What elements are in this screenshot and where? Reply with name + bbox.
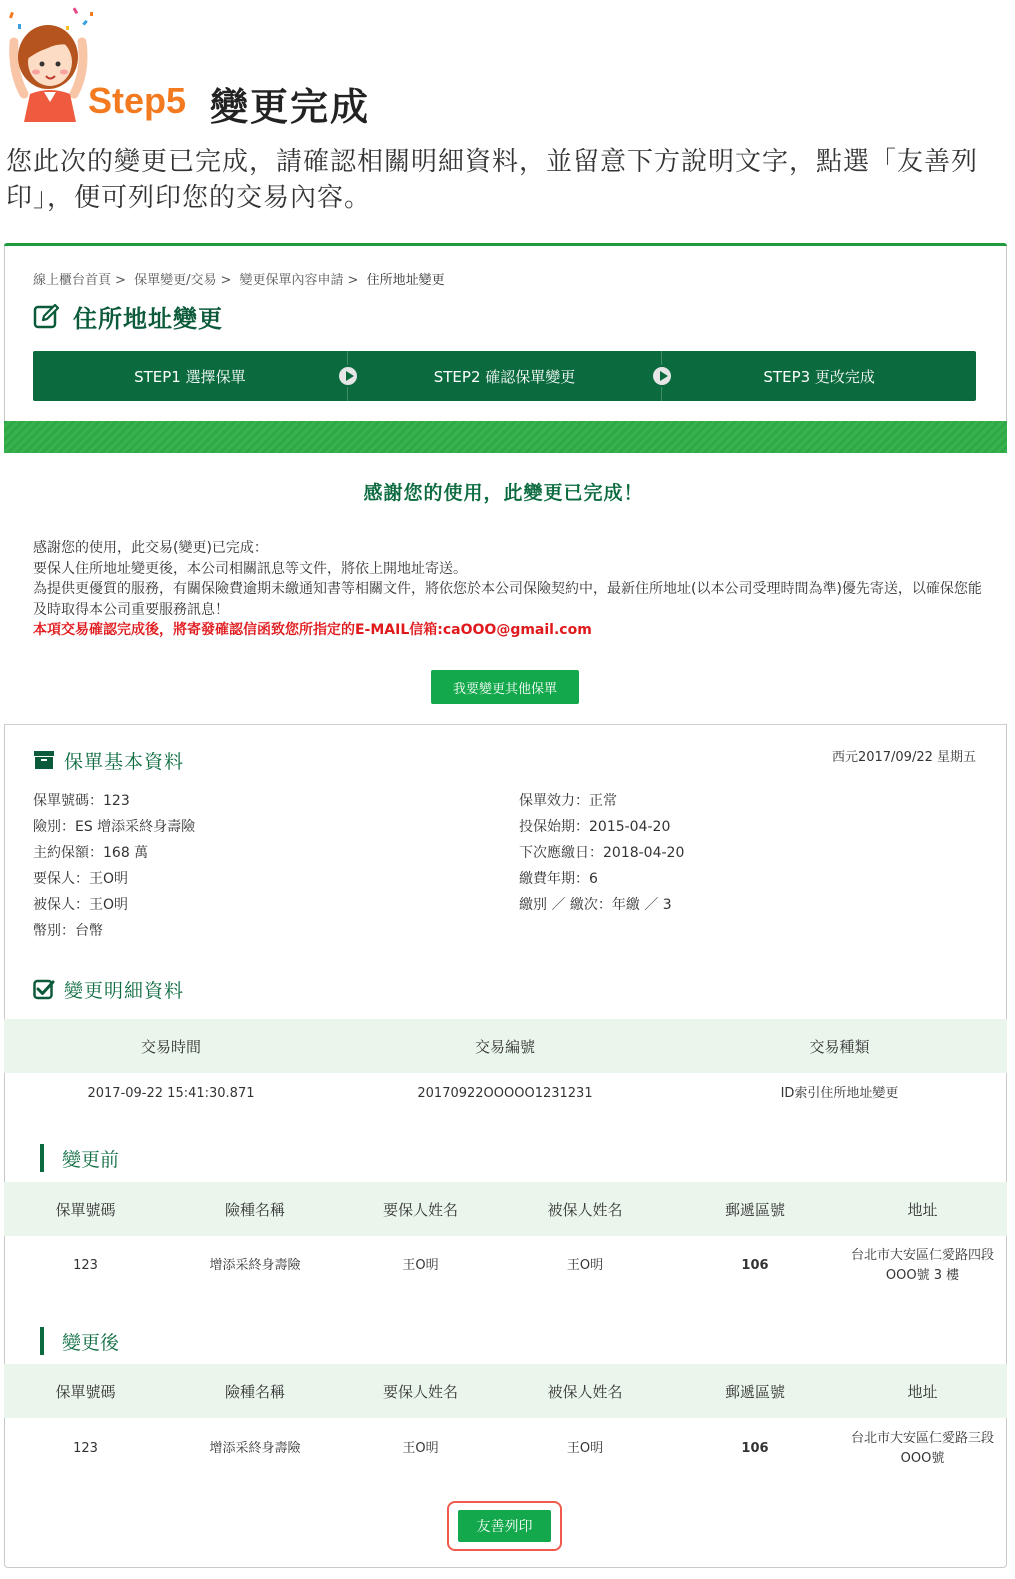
insured-name-cell: 王O明 — [566, 1441, 604, 1456]
insurance-name-cell: 增添采終身壽險 — [209, 1441, 301, 1456]
before-table — [4, 1182, 1007, 1296]
address-line: OOO號 3 樓 — [885, 1268, 960, 1283]
tutorial-header — [0, 0, 1015, 240]
column-header: 保單號碼 — [55, 1200, 116, 1219]
column-header: 被保人姓名 — [547, 1200, 623, 1219]
table-header — [4, 1364, 1007, 1418]
address-cell — [838, 1429, 1007, 1469]
policy-holder: 要保人：王O明 — [33, 871, 129, 887]
policy-number-cell: 123 — [73, 1441, 98, 1456]
step-label: Step5 — [88, 80, 187, 121]
frame-top-accent — [4, 243, 1007, 246]
breadcrumb-policy-content-link[interactable]: 變更保單內容申請 — [239, 273, 344, 288]
breadcrumb-separator: > — [115, 273, 126, 288]
payment-years: 繳費年期：6 — [519, 871, 598, 887]
column-header: 被保人姓名 — [547, 1382, 623, 1401]
column-header: 交易時間 — [140, 1037, 201, 1056]
policy-number-cell: 123 — [73, 1258, 98, 1273]
before-section-title — [40, 1144, 119, 1172]
edit-icon — [33, 302, 61, 330]
column-header: 險種名稱 — [224, 1382, 285, 1401]
insurance-name-cell: 增添采終身壽險 — [209, 1258, 301, 1273]
step-1: STEP1 選擇保單 — [134, 367, 246, 386]
completion-line: 為提供更優質的服務，有關保險費逾期未繳通知書等相關文件，將依您於本公司保險契約中，最新住所地址(以本公司受理時間為準)優先寄送，以確保您能及時取得本公司重要服務訊息！ — [33, 581, 982, 618]
email-notice: 本項交易確認完成後，將寄發確認信函致您所指定的E-MAIL信箱:caOOO@gmail.com — [33, 622, 592, 638]
table-header — [4, 1019, 1007, 1073]
table-row — [4, 1073, 1007, 1115]
transaction-type: ID索引住所地址變更 — [780, 1086, 899, 1101]
policy-info-left — [33, 788, 195, 944]
after-table — [4, 1364, 1007, 1480]
after-section-title-text: 變更後 — [62, 1331, 120, 1354]
section-bar — [40, 1144, 44, 1172]
transaction-table — [4, 1019, 1007, 1115]
address-line: 台北市大安區仁愛路四段 — [850, 1248, 994, 1263]
column-header: 地址 — [907, 1382, 938, 1401]
step-3: STEP3 更改完成 — [661, 351, 976, 401]
holder-name-cell: 王O明 — [402, 1258, 439, 1273]
before-section-title-text: 變更前 — [62, 1148, 120, 1171]
detail-section-title — [33, 975, 184, 1003]
column-header: 郵遞區號 — [724, 1200, 785, 1219]
postal-code-cell: 106 — [741, 1441, 769, 1456]
current-date: 西元2017/09/22 星期五 — [831, 750, 976, 765]
step-arrow-icon — [651, 365, 673, 387]
mascot-illustration — [4, 2, 94, 122]
column-header: 保單號碼 — [55, 1382, 116, 1401]
policy-section-title-text: 保單基本資料 — [64, 750, 185, 773]
policy-start-date: 投保始期：2015-04-20 — [519, 819, 671, 835]
breadcrumb-home-link[interactable]: 線上櫃台首頁 — [33, 273, 112, 288]
breadcrumb-policy-change-link[interactable]: 保單變更/交易 — [134, 273, 217, 288]
address-cell — [838, 1246, 1007, 1286]
next-due-date: 下次應繳日：2018-04-20 — [519, 845, 685, 861]
insurance-type: 險別：ES 增添采終身壽險 — [33, 819, 196, 835]
policy-section-title — [33, 746, 184, 774]
column-header: 交易種類 — [809, 1037, 870, 1056]
postal-code-cell: 106 — [741, 1258, 769, 1273]
insured-person: 被保人：王O明 — [33, 897, 129, 913]
step-title: 變更完成 — [210, 85, 371, 129]
holder-name-cell: 王O明 — [402, 1441, 439, 1456]
transaction-number: 20170922OOOOO1231231 — [417, 1086, 593, 1101]
breadcrumb-separator: > — [220, 273, 232, 288]
address-line: 台北市大安區仁愛路三段 — [850, 1431, 994, 1446]
detail-section-title-text: 變更明細資料 — [64, 979, 185, 1002]
table-header — [4, 1182, 1007, 1236]
completion-line: 感謝您的使用，此交易(變更)已完成： — [33, 540, 268, 556]
breadcrumb-current: 住所地址變更 — [366, 273, 445, 288]
table-row — [4, 1236, 1007, 1296]
completion-message — [33, 538, 993, 641]
column-header: 地址 — [907, 1200, 938, 1219]
completion-line: 要保人住所地址變更後，本公司相關訊息等文件，將依上開地址寄送。 — [33, 560, 467, 577]
address-line: OOO號 — [900, 1451, 945, 1466]
policy-status: 保單效力：正常 — [519, 793, 617, 809]
policy-info-right — [519, 788, 684, 918]
intro-text: 您此次的變更已完成，請確認相關明細資料，並留意下方說明文字，點選「友善列印」，便可列印您的交易內容。 — [6, 147, 979, 213]
payment-mode: 繳別 ／ 繳次：年繳 ／ 3 — [519, 897, 672, 913]
table-row — [4, 1418, 1007, 1480]
page-title — [33, 300, 223, 332]
column-header: 交易編號 — [474, 1037, 535, 1056]
archive-box-icon — [33, 749, 55, 771]
step-arrow-icon — [337, 365, 359, 387]
breadcrumb — [33, 269, 449, 288]
section-bar — [40, 1327, 44, 1355]
currency: 幣別：台幣 — [33, 923, 103, 939]
completion-title: 感謝您的使用，此變更已完成！ — [363, 482, 644, 504]
after-section-title — [40, 1327, 119, 1355]
progress-steps — [33, 351, 976, 401]
page-title-text: 住所地址變更 — [73, 304, 223, 333]
column-header: 要保人姓名 — [382, 1382, 458, 1401]
stripe-divider — [4, 421, 1007, 453]
column-header: 郵遞區號 — [724, 1382, 785, 1401]
policy-number: 保單號碼：123 — [33, 793, 130, 809]
change-other-policy-button[interactable]: 我要變更其他保單 — [431, 670, 579, 704]
breadcrumb-separator: > — [347, 273, 359, 288]
column-header: 險種名稱 — [224, 1200, 285, 1219]
friendly-print-button[interactable]: 友善列印 — [458, 1510, 551, 1542]
column-header: 要保人姓名 — [382, 1200, 458, 1219]
step-2: STEP2 確認保單變更 — [347, 351, 662, 401]
check-square-icon — [33, 978, 55, 1000]
insured-name-cell: 王O明 — [566, 1258, 604, 1273]
sum-insured: 主約保額：168 萬 — [33, 845, 149, 861]
transaction-time: 2017-09-22 15:41:30.871 — [87, 1086, 255, 1101]
